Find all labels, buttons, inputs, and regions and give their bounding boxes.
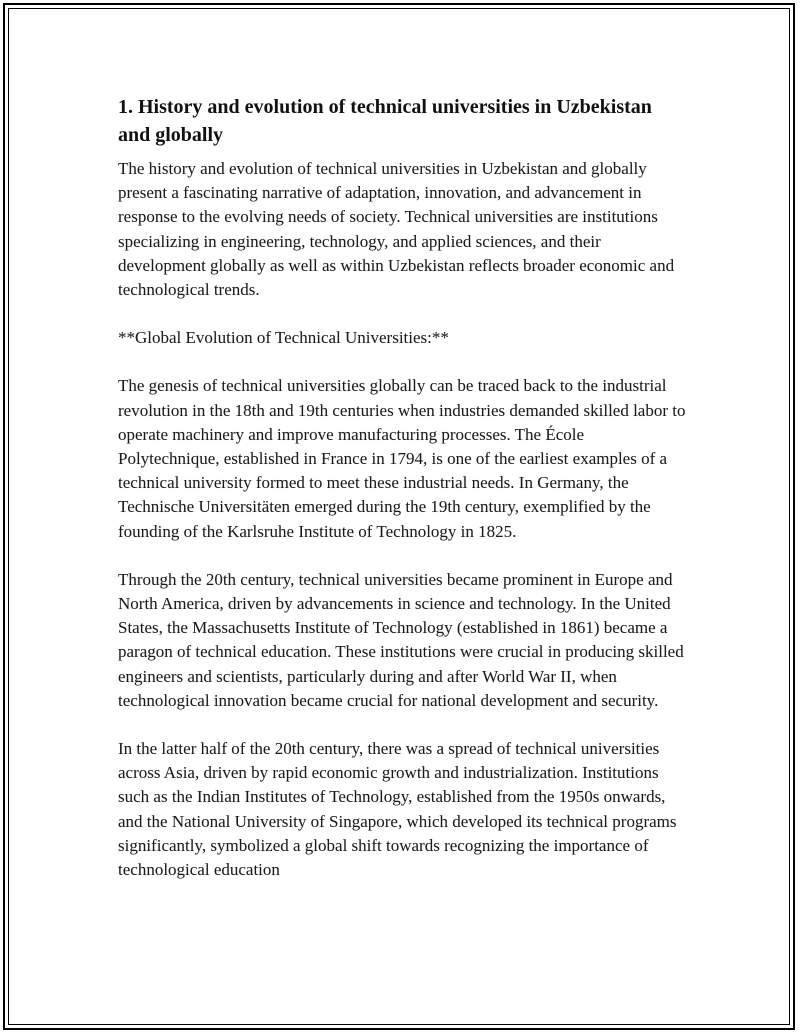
paragraph-intro: The history and evolution of technical universities in Uzbekistan and globally present a fascinating narrative of adaptation, innovation, and advancement in response to the evolving needs of society. Technical universities are institutions specializing in engineering, technology, and applied sciences, and their development globally as well as within Uzbekistan reflects broader economic and technological trends. [118,159,675,300]
paragraph-20th-century: Through the 20th century, technical universities became prominent in Europe and North America, driven by advancements in science and technology. In the United States, the Massachusetts Institute of Technology (established in 1861) became a paragon of technical education. These institutions were crucial in producing skilled engineers and scientists, particularly during and after World War II, when technological innovation became crucial for national development and security. [118,569,684,710]
document-body [118,93,688,906]
paragraph-genesis: The genesis of technical universities globally can be traced back to the industrial revolution in the 18th and 19th centuries when industries demanded skilled labor to operate machinery and improve manufacturing processes. The École Polytechnique, established in France in 1794, is one of the earliest examples of a technical university formed to meet these industrial needs. In Germany, the Technische Universitäten emerged during the 19th century, exemplified by the founding of the Karlsruhe Institute of Technology in 1825. [118,376,686,541]
section-heading: 1. History and evolution of technical universities in Uzbekistan and globally [118,96,652,146]
paragraph-asia: In the latter half of the 20th century, there was a spread of technical universities across Asia, driven by rapid economic growth and industrialization. Institutions such as the Indian Institutes of Technology, established from the 1950s onwards, and the National University of Singapore, which developed its technical programs significantly, symbolized a global shift towards recognizing the importance of technological education [118,739,677,880]
paragraph-subheading: **Global Evolution of Technical Universities:** [118,328,449,348]
